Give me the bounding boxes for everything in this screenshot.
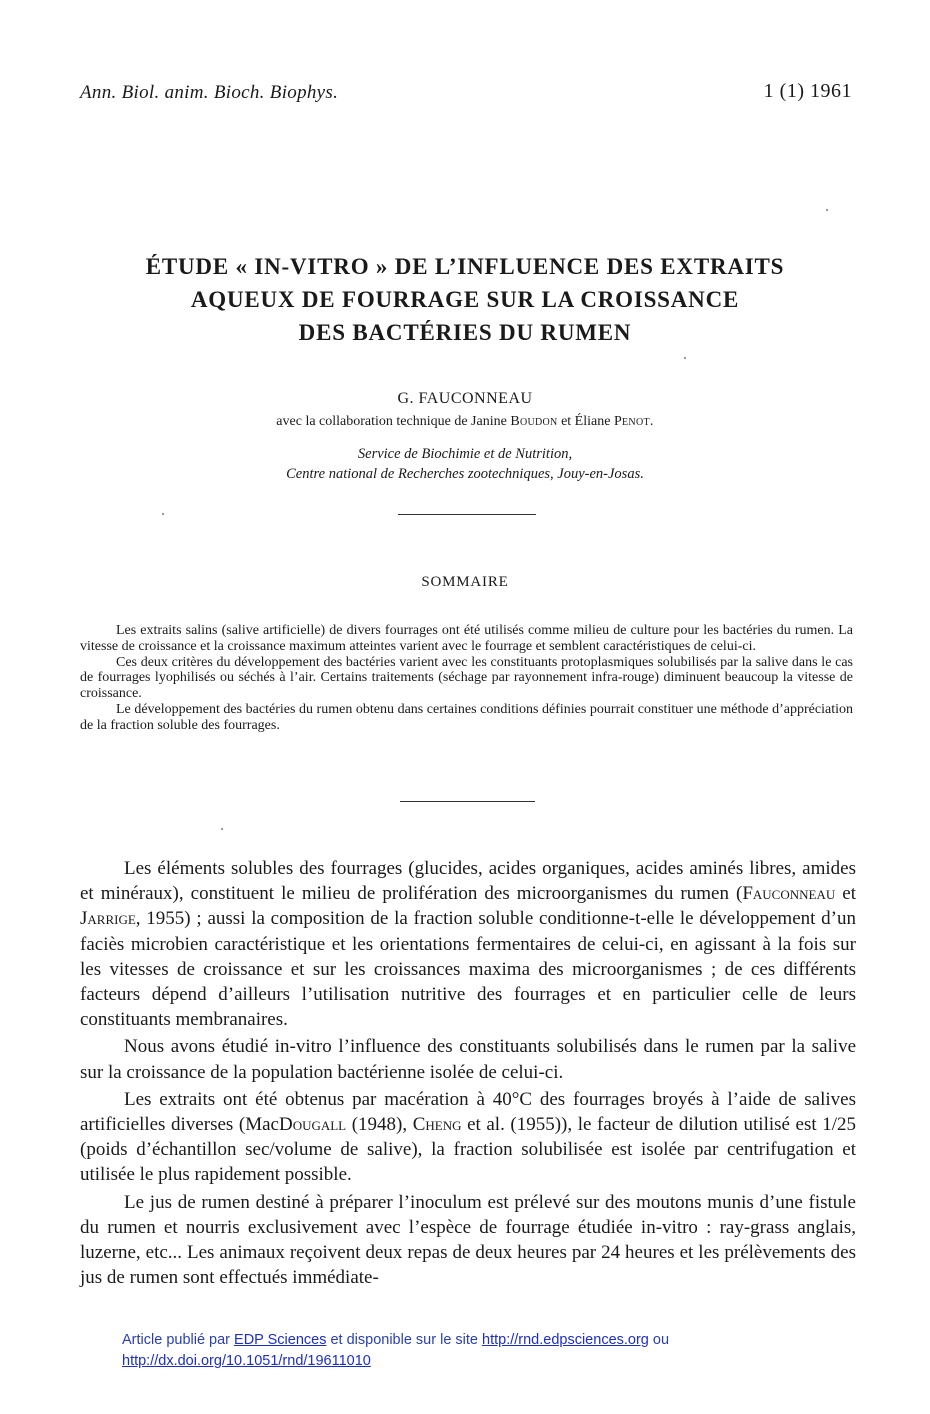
footer-text: Article publié par <box>122 1332 235 1348</box>
scan-speck <box>162 513 164 515</box>
collaborator-1: Boudon <box>510 414 558 429</box>
body-text-run: Les extraits ont été obtenus par macération à 40°C des fourrages broyés à l’aide de salives artificielles diverses (Mac <box>80 1088 856 1136</box>
collaboration-connector: et Éliane <box>561 414 611 429</box>
separator-rule-top <box>398 514 536 515</box>
affiliation <box>0 444 930 484</box>
article-title <box>60 250 870 349</box>
footer-text: ou <box>648 1332 670 1348</box>
body-text-run: (1948), <box>346 1114 413 1136</box>
citation-author: Jarrige <box>80 908 136 930</box>
body-paragraph-2: Nous avons étudié in-vitro l’influence des constituants solubilisés dans le rumen par la salive sur la croissance de la population bactérienne isolée de celui-ci. <box>80 1036 856 1083</box>
body-text-run: et al. (1955)), le facteur de dilution utilisé est 1/25 (poids d’échantillon sec/volume de salive), la fraction solubilisée est isolée par centrifugation et utilisée le plus rapidement possible. <box>80 1114 857 1186</box>
affiliation-line-1: Service de Biochimie et de Nutrition, <box>357 446 573 462</box>
affiliation-line-2: Centre national de Recherches zootechniques, Jouy-en-Josas. <box>286 466 644 482</box>
publisher-footer <box>122 1330 669 1372</box>
footer-text: et disponible sur le site <box>326 1332 483 1348</box>
body-text <box>80 856 856 1292</box>
body-paragraph-3 <box>80 1087 856 1188</box>
body-paragraph-1 <box>80 856 856 1032</box>
citation-author: Cheng <box>412 1114 462 1136</box>
citation-author: Dougall <box>278 1114 347 1136</box>
sommaire-abstract <box>80 623 853 734</box>
scan-speck <box>826 209 828 211</box>
separator-rule-bottom <box>400 801 535 802</box>
body-paragraph-4: Le jus de rumen destiné à préparer l’inoculum est prélevé sur des moutons munis d’une fistule du rumen et nourris exclusivement avec l’espèce de fourrage étudiée in-vitro : ray-grass anglais, luzerne, etc... Les animaux reçoivent deux repas de deux heures par 24 heures et les prélèvements des jus de rumen sont effectués immédiate- <box>80 1191 856 1289</box>
footer-line-2 <box>122 1351 669 1372</box>
edp-sciences-link[interactable]: EDP Sciences <box>234 1332 327 1348</box>
rnd-site-link[interactable]: http://rnd.edpsciences.org <box>482 1332 649 1348</box>
title-line-3: DES BACTÉRIES DU RUMEN <box>298 320 632 345</box>
title-line-1: ÉTUDE « IN-VITRO » DE L’INFLUENCE DES EXTRAITS <box>145 254 785 279</box>
body-text-run: Les éléments solubles des fourrages (glucides, acides organiques, acides aminés libres, amides et minéraux), constituent le milieu de prolifération des microorganismes du rumen ( <box>80 858 856 905</box>
collaboration-prefix: avec la collaboration technique de Janine <box>276 414 507 429</box>
sommaire-paragraph: Ces deux critères du développement des bactéries varient avec les constituants protoplasmiques solubilisés par la salive dans le cas de fourrages lyophilisés ou séchés à l’air. Certains traitements (séchage par rayonnement infra-rouge) diminuent beaucoup la vitesse de croissance. <box>80 654 853 702</box>
doi-link[interactable]: http://dx.doi.org/10.1051/rnd/19611010 <box>122 1353 371 1369</box>
citation-author: Fauconneau <box>742 883 836 905</box>
sommaire-paragraph: Le développement des bactéries du rumen obtenu dans certaines conditions définies pourrait constituer une méthode d’appréciation de la fraction soluble des fourrages. <box>80 701 853 733</box>
collaborator-2: Penot. <box>613 414 654 429</box>
body-text-run: , 1955) ; aussi la composition de la fraction soluble conditionne-t-elle le développement d’un faciès microbien caractéristique et les orientations fermentaires de celui-ci, en agissant à la fois sur les vitesses de croissance et sur les croissances maxima des microorganismes ; de ces différents facteurs dépend d’ailleurs l’utilisation nutritive des fourrages et en particulier celle de leurs constituants membranaires. <box>80 908 856 1031</box>
footer-line-1 <box>122 1330 669 1351</box>
body-text-run: et <box>835 883 856 905</box>
scan-speck <box>221 828 223 830</box>
author-name: G. FAUCONNEAU <box>397 390 533 407</box>
volume-issue-year: 1 (1) 1961 <box>763 80 852 102</box>
scan-speck <box>684 357 686 359</box>
journal-name: Ann. Biol. anim. Bioch. Biophys. <box>80 82 339 103</box>
sommaire-heading: SOMMAIRE <box>421 574 509 590</box>
sommaire-paragraph: Les extraits salins (salive artificielle) de divers fourrages ont été utilisés comme milieu de culture pour les bactéries du rumen. La vitesse de croissance et la croissance maximum atteintes varient avec le fourrage et semblent caractéristiques de celui-ci. <box>80 623 853 654</box>
title-line-2: AQUEUX DE FOURRAGE SUR LA CROISSANCE <box>190 287 740 312</box>
collaboration-line <box>0 414 930 430</box>
